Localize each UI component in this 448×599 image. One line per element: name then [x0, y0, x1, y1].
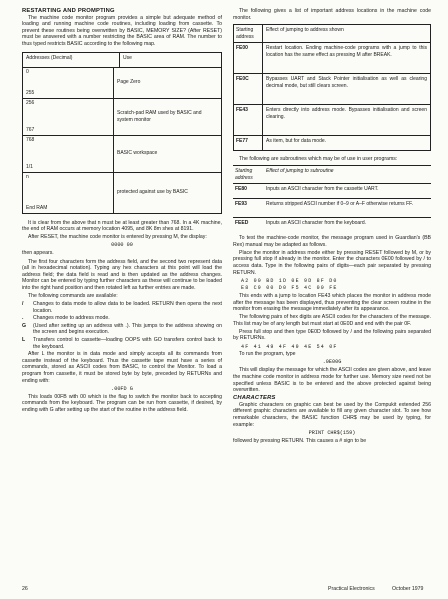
issue-date: October 1979: [392, 586, 424, 592]
paragraph: The following are subroutines which may be of use in user programs:: [239, 156, 398, 163]
paragraph: It is clear from the above that n must be at least greater than 768. In a 4K machine, the end of RAM occurs at memory location 4095, and 8K 8m shes at 8191.: [22, 219, 222, 233]
right-column: [233, 8, 431, 446]
paragraph: This will display the message for which the ASCII codes are given above, and leave the machine code monitor in address mode for further use. Memory size need not be specified unless BASIC is to be entered and the above protected against being overwritten.: [233, 367, 431, 394]
table-row: [233, 198, 431, 217]
table-row: [234, 105, 430, 136]
command-item: [22, 323, 222, 336]
command-list: [22, 301, 222, 350]
col-starting-address: Starting address: [235, 167, 253, 181]
paragraph: Press full stop and then type 0E0D followed by / and the following pairs separated by RETURNs.: [233, 328, 431, 342]
subroutine-table: [233, 165, 431, 230]
row-effect: Enters directly into address mode. Bypasses initialisation and screen clearing.: [266, 107, 427, 120]
command-desc: Transfers control to cassette—loading OOPS with GO transfers control back to the keyboard.: [33, 337, 222, 350]
row-address: FEED: [235, 220, 249, 227]
table-row: [233, 183, 431, 198]
row-address: FE77: [234, 136, 263, 150]
col-effect: Effect of jumping to subroutine: [266, 167, 334, 174]
table-header: [234, 25, 430, 43]
paragraph: The first four characters form the address field, and the second two represent data (all in hexadecimal notation). Typing any hex characters at this point will load the address field; the data field is read and is then updated as the address changes. Monitor can be entered by typing further characters as these will continue to be loaded into the right hand position and then rotated left as further entries are made.: [22, 258, 222, 291]
row-effect: Returns stripped ASCII number if 0–9 or A–F otherwise returns FF.: [266, 201, 414, 208]
col-effect: Effect of jumping to address shown: [266, 27, 344, 34]
section-heading: CHARACTERS: [233, 395, 276, 402]
address-start: 768: [26, 136, 35, 143]
table-row: [234, 136, 430, 150]
paragraph: Graphic characters on graphic can best be used by the Compukit extended 256 different graphic characters are available to fill any given character slot. To see how remarkable characters, the BASIC function CHR$ may be used by typing, for example:: [233, 401, 431, 428]
display-readout: .0E00G: [322, 359, 342, 366]
paragraph: The machine code monitor program provides a simple but adequate method of loading and running machine code routines, including loading from cassette. To prevent these routines being overwritten by BASIC, MEMORY SIZE? (After RESET) must be answered with a number restricting the BASIC area of RAM. The number to thus typed restricts BASIC according to the following map.: [22, 14, 222, 47]
address-use: protected against use by BASIC: [117, 189, 188, 196]
memory-map-row: [23, 136, 221, 173]
paragraph: After L the monitor is in data mode and simply accepts all its commands from cassette instead of the keyboard. Thus the cassette tape must have a series of commands, stored as ASCII codes from BASIC, to control the Monitor. To load a program from cassette, it must be stored byte by byte, preceded by RETURNs and ending with:: [22, 351, 222, 384]
command-key: L: [22, 337, 26, 344]
paragraph: To test the machine-code monitor, the message program used in Guardian's (BB Rex) manual may be adapted as follows.: [233, 235, 431, 248]
memory-map-header: [23, 53, 221, 68]
command-desc: Changes to data mode to allow data to be loaded. RETURN then opens the next location.: [33, 301, 222, 314]
table-row: [234, 43, 430, 74]
memory-map-row: [23, 173, 221, 213]
paragraph: The following gives a list of important address locations in the machine code monitor.: [233, 8, 431, 21]
row-address: FE00: [234, 43, 263, 73]
table-row: [234, 74, 430, 105]
command-item: [22, 315, 222, 322]
command-item: [22, 301, 222, 314]
row-effect: Restart location. Ending machine-code programs with a jump to this location has the same effect as pressing M after BREAK.: [266, 45, 427, 58]
address-end: 255: [26, 89, 35, 96]
code-line: E8 C9 00 D0 F5 4C 00 FE: [241, 285, 338, 292]
paragraph: This ends with a jump to location FE43 which places the monitor in address mode after the message has been displayed, thus preventing the clear screen routine in the monitor from erasing the message immediately after its appearance.: [233, 292, 431, 313]
memory-map-col-address: Addresses (Decimal): [23, 53, 120, 67]
row-effect: Bypasses UART and Stack Pointer initialisation as well as clearing decimal mode, but still clears screen.: [266, 76, 427, 89]
row-address: FE80: [235, 186, 247, 193]
paragraph: To run the program, type: [239, 351, 296, 358]
paragraph: Place the monitor in address mode either by pressing RESET followed by M, or by pressing full stop if already in the monitor. Enter the characters 0E00 followed by / to access data. Type in the following pairs of digits—each pair separated by pressing RETURN.: [233, 249, 431, 276]
memory-map-col-use: Use: [123, 54, 132, 61]
paragraph: This loads 00FB with 00 which is the flag to switch the monitor back to accepting commands from the keyboard. The program can be run from cassette, if desired, by ending with G after setting up the start of the routine in the address field.: [22, 393, 222, 413]
paragraph: then appears.: [22, 250, 54, 257]
display-readout: 0000 00: [111, 242, 133, 249]
command-desc: (Used after setting up an address with .). This jumps to the address showing on the screen and begins execution.: [33, 322, 222, 336]
command-desc: Changes mode to address mode.: [33, 315, 110, 322]
code-line: 4F 41 49 4F 49 4E 54 0F: [241, 343, 338, 350]
address-use: BASIC workspace: [117, 150, 158, 157]
display-readout: PRINT CHR$(159): [308, 429, 356, 436]
magazine-name: Practical Electronics: [328, 586, 375, 592]
display-readout: .00FD G: [111, 385, 133, 392]
table-header: [233, 165, 431, 183]
address-start: n: [26, 173, 29, 180]
col-starting-address: Starting address: [234, 25, 263, 42]
address-use: Page Zero: [117, 79, 141, 86]
address-end: End RAM: [26, 204, 48, 211]
left-column: [22, 8, 222, 415]
row-effect: As item, but for data mode.: [266, 138, 327, 145]
command-key: G: [22, 322, 27, 329]
row-effect: Inputs an ASCII character from the cassette UART.: [266, 186, 379, 193]
row-effect: Inputs an ASCII character from the keyboard.: [266, 220, 367, 227]
address-end: 1/1: [26, 163, 33, 170]
memory-map-table: [22, 52, 222, 214]
page-number: 26: [22, 586, 28, 592]
address-start: 0: [26, 68, 29, 75]
address-use: Scratch-pad RAM used by BASIC and system monitor: [117, 109, 202, 123]
paragraph: The following commands are available:: [28, 293, 118, 299]
paragraph: The following pairs of hex digits are ASCII codes for the characters of the message. This list may be of any length but must start at 0E0D and end with the pair 0F.: [233, 314, 431, 327]
command-key: .: [22, 315, 24, 322]
paragraph: followed by pressing RETURN. This causes a # sign to be: [233, 437, 367, 444]
row-address: FE43: [234, 105, 263, 135]
address-start: 256: [26, 99, 35, 106]
paragraph: After RESET, the machine code monitor is entered by pressing M, the display:: [28, 234, 207, 241]
code-line: A2 00 BD 1D 0E 9D 8F D0: [241, 277, 338, 284]
memory-map-row: [23, 68, 221, 99]
address-end: 767: [26, 126, 35, 133]
table-row: [233, 217, 431, 230]
row-address: FE0C: [234, 74, 263, 104]
row-address: FE93: [235, 201, 247, 208]
command-key: /: [22, 301, 24, 308]
command-item: [22, 337, 222, 350]
section-heading: RESTARTING AND PROMPTING: [22, 8, 115, 14]
address-function-table: [233, 24, 431, 151]
memory-map-row: [23, 99, 221, 136]
